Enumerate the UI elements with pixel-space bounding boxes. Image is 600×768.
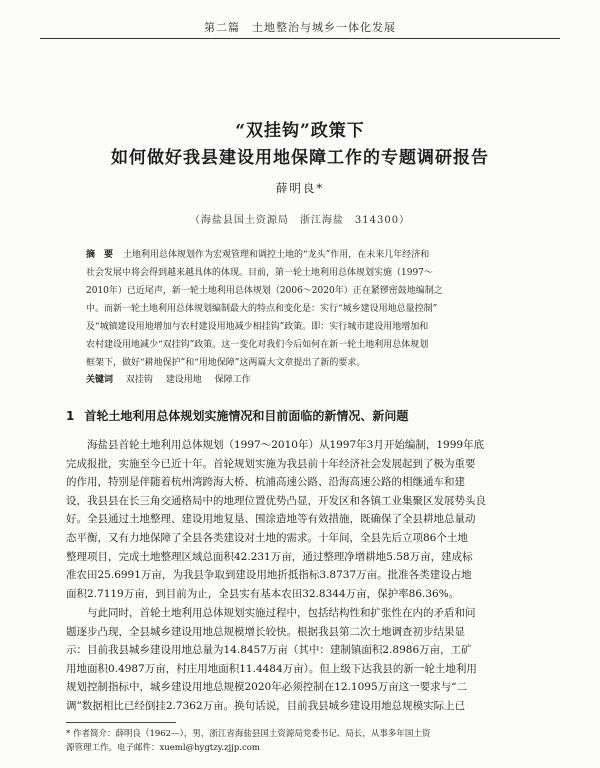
keywords-label: 关键词 — [86, 375, 114, 385]
paragraph-line: 海盐县首轮土地利用总体规划（1997～2010年）从1997年3月开始编制，1999年底 — [66, 439, 485, 451]
paragraph-line: 准农田25.6991万亩，为我县争取到建设用地折抵指标3.8737万亩。批准各类建设占地 — [66, 569, 472, 582]
title-line-1: “双挂钩”政策下 — [235, 121, 365, 141]
abstract-line — [86, 246, 514, 264]
abstract-line: 中。而新一轮土地利用总体规划编制最大的特点和变化是：实行“城乡建设用地总量控制” — [86, 304, 438, 314]
section-title: 首轮土地利用总体规划实施情况和目前面临的新情况、新问题 — [84, 409, 409, 423]
paragraph-line: 态平衡，又有力地保障了全县各类建设对土地的需求。十年间，全县先后立项86个土地 — [66, 531, 468, 544]
keyword-item: 双挂钩 — [125, 375, 153, 385]
paragraph-line: 示：目前我县城乡建设用地总量为14.8457万亩（其中：建制镇面积2.8986万亩，工矿 — [66, 644, 472, 657]
title-line-2: 如何做好我县建设用地保障工作的专题调研报告 — [111, 148, 489, 168]
section-number: 1 — [66, 409, 75, 423]
paragraph-line: 题逐步凸现，全县城乡建设用地总规模增长较快。根据我县第二次土地调查初步结果显 — [66, 625, 465, 638]
paragraph-line: 规划控制指标中，城乡建设用地总规模2020年必须控制在12.1095万亩这一要求与“二 — [66, 681, 468, 694]
running-head: 第二篇 土地整治与城乡一体化发展 — [204, 21, 396, 34]
keywords — [86, 372, 514, 385]
abstract-label: 摘 要 — [86, 250, 114, 260]
paragraph-line: 好。全县通过土地整理、建设用地复垦、围涂造地等有效措施，既确保了全县耕地总量动 — [66, 513, 476, 526]
author-affiliation: （海盐县国土资源局 浙江海盐 314300） — [189, 215, 411, 226]
abstract-line: 2010年）已近尾声，新一轮土地利用总体规划（2006～2020年）正在紧锣密鼓地编制之 — [86, 286, 443, 296]
header-rule — [40, 38, 560, 39]
paragraph-line: 用地面积0.4987万亩，村庄用地面积11.4484万亩）。但上级下达我县的新一轮土地利用 — [66, 662, 477, 675]
abstract-line: 框架下，做好“耕地保护”和“用地保障”这两篇大文章提出了新的要求。 — [86, 358, 366, 368]
paragraph-line: 整理项目，完成土地整理区域总面积42.231万亩，通过整理净增耕地5.58万亩，建成标 — [66, 550, 473, 563]
paragraph-line: 的作用，特别是伴随着杭州湾跨海大桥、杭浦高速公路、沿海高速公路的相继通车和建 — [66, 476, 465, 489]
paragraph-line: 完成报批，实施至今已近十年。首轮规划实施为我县前十年经济社会发展起到了极为重要 — [66, 457, 476, 470]
body-paragraph-1 — [66, 436, 534, 603]
abstract-line: 社会发展中将会得到越来越具体的体现。目前，第一轮土地利用总体规划实施（1997～ — [86, 268, 433, 278]
paragraph-line: 面积2.7119万亩，到目前为止，全县实有基本农田32.8344万亩，保护率86.36%。 — [66, 587, 460, 600]
paragraph-line: 设，我县县在长三角交通格局中的地理位置优势凸显，开发区和各镇工业集聚区发展势头良 — [66, 494, 486, 507]
footnote-rule — [66, 722, 176, 723]
section-heading — [66, 407, 536, 424]
abstract-text: 土地利用总体规划作为宏观管理和调控土地的“龙头”作用，在未来几年经济和 — [123, 250, 430, 260]
footnote — [66, 727, 536, 755]
paragraph-line: 调”数据相比已经倒挂2.7362万亩。换句话说，目前我县城乡建设用地总规模实际上已 — [66, 699, 466, 712]
body-paragraph-2 — [66, 604, 534, 716]
author-name: 薛明良* — [275, 181, 325, 195]
footnote-line: * 作者简介：薛明良（1962—），男，浙江省海盐县国土资源局党委书记、局长，从事多年国土资 — [66, 729, 431, 739]
keyword-item: 保障工作 — [214, 375, 251, 385]
abstract-line: 农村建设用地减少“双挂钩”政策。这一变化对我们今后如何在新一轮土地利用总体规划 — [86, 340, 429, 350]
footnote-line: 源管理工作。电子邮件：xueml@hygtzy.zjjp.com — [66, 743, 260, 753]
paragraph-line: 与此同时，首轮土地利用总体规划实施过程中，包括结构性和扩张性在内的矛盾和问 — [66, 607, 476, 619]
abstract-line: 及“城镇建设用地增加与农村建设用地减少相挂钩”政策。即：实行城市建设用地增加和 — [86, 322, 429, 332]
abstract — [86, 246, 514, 372]
keyword-item: 建设用地 — [165, 375, 202, 385]
